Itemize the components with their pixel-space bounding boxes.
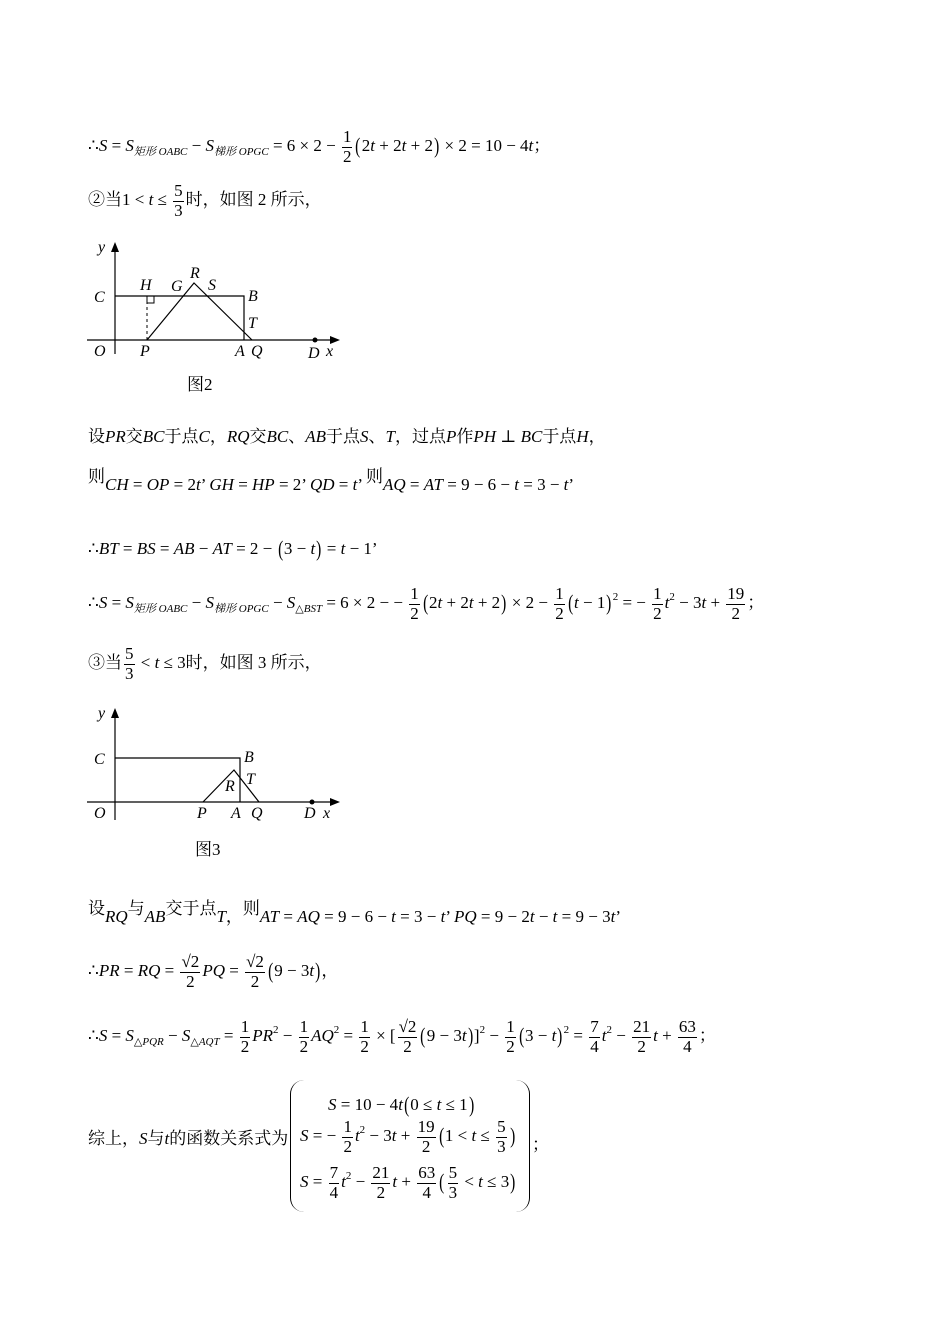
piece-2: S = − $\frac{1}{2}$ $t^2 - 3t$ + $\frac{19}{2}$ (1 < t ≤ $\frac{5}{3}$ ) bbox=[300, 1117, 515, 1156]
fig3-label-p: P bbox=[197, 805, 207, 822]
fig2-label-d: D bbox=[308, 345, 320, 362]
fig2-label-c: C bbox=[94, 289, 105, 306]
piece-3: S = $\frac{7}{4}$ $t^2$ − $\frac{21}{2}$ t + $\frac{63}{4}$ ( $\frac{5}{3}$ < t ≤ 3) bbox=[300, 1163, 516, 1202]
line-10: ∴S = $S_{\triangle PQR} - S_{\triangle AQT}$ = $\frac{1}{2}$ $PR^2$ − $\frac{1}{2}$ $AQ^2$ = $\frac{1}{2}$ × [ $\frac{√2}{2}$ (9 − 3t)]$^2$ − $\frac{1}{2}$ $(3 - t)^2$ = $\frac{7}{4}$ $t^2$ − $\frac{21}{2}$ t + $\frac{63}{4}$ ； bbox=[88, 1017, 716, 1056]
figure-2-caption: 图2 bbox=[187, 375, 213, 394]
figure-3 bbox=[82, 700, 352, 830]
fig2-label-b: B bbox=[248, 288, 258, 305]
line-11: 综上，S与t的函数关系式为 bbox=[88, 1129, 289, 1148]
line-6: ∴S = $S_{矩形 OABC} - S_{梯形 OPGC} - S_{\triangle BST} = 6 \times 2$ − − $\frac{1}{2}$ (2t + 2t + 2) × 2 − $\frac{1}{2}$ $(t - 1)^2$ = − $\frac{1}{2}$ $t^2 - 3t$ + $\frac{19}{2}$ ； bbox=[88, 584, 765, 623]
figure-3-caption: 图3 bbox=[195, 840, 221, 859]
line-9: ∴PR = RQ = $\frac{√2}{2}$ PQ = $\frac{√2}{2}$ (9 − 3t)， bbox=[88, 952, 339, 991]
fig3-label-o: O bbox=[94, 805, 106, 822]
piecewise-end: ； bbox=[532, 1135, 549, 1154]
line-8: 设RQ与AB交于点T，则AT = AQ = 9 − 6 − t = 3 − t’ PQ = 9 − 2t − t = 9 − 3t’ bbox=[88, 899, 621, 926]
fig3-label-y: y bbox=[98, 705, 106, 722]
fig3-label-t: T bbox=[246, 771, 255, 788]
fig3-label-b: B bbox=[244, 749, 254, 766]
line-7: ③当 $\frac{5}{3}$ < t ≤ 3时，如图 3 所示， bbox=[88, 644, 322, 683]
fig2-label-a: A bbox=[235, 343, 245, 360]
fig3-label-a: A bbox=[231, 805, 241, 822]
line-5: ∴BT = BS = AB − AT = 2 − (3 − t) = t − 1’ bbox=[88, 536, 378, 561]
fig3-label-d: D bbox=[304, 805, 316, 822]
piecewise-function bbox=[290, 1080, 530, 1212]
figure-2 bbox=[82, 234, 352, 364]
fig2-label-p: P bbox=[140, 343, 150, 360]
line-3: 设PR交BC于点C，RQ交BC、AB于点S、T，过点P作PH ⊥ BC于点H， bbox=[88, 427, 606, 446]
line-4: 则CH = OP = 2t’ GH = HP = 2’ QD = t’ 则AQ = AT = 9 − 6 − t = 3 − t’ bbox=[88, 467, 575, 494]
fig2-label-t: T bbox=[248, 315, 257, 332]
fig2-label-g: G bbox=[171, 278, 183, 295]
fig3-label-c: C bbox=[94, 751, 105, 768]
fig2-label-r: R bbox=[190, 265, 200, 282]
fig2-label-x: x bbox=[326, 343, 334, 360]
fig2-label-y: y bbox=[98, 239, 106, 256]
line-1: ∴S = $S_{矩形 OABC} - S_{梯形 OPGC} = 6 \times 2$ − $\frac{1}{2}$ (2t + 2t + 2) × 2 = 10 − 4t； bbox=[88, 127, 551, 166]
fig3-label-q: Q bbox=[251, 805, 263, 822]
line-2: ②当1 < t ≤ $\frac{5}{3}$ 时，如图 2 所示， bbox=[88, 181, 322, 220]
right-brace bbox=[515, 1080, 530, 1212]
fig2-label-q: Q bbox=[251, 343, 263, 360]
fig3-label-x: x bbox=[323, 805, 331, 822]
piece-1: S = 10 − 4t(0 ≤ t ≤ 1) bbox=[328, 1092, 474, 1117]
fig3-label-r: R bbox=[225, 778, 235, 795]
fig2-label-h: H bbox=[140, 277, 152, 294]
fig2-label-s: S bbox=[208, 277, 216, 294]
fig2-label-o: O bbox=[94, 343, 106, 360]
